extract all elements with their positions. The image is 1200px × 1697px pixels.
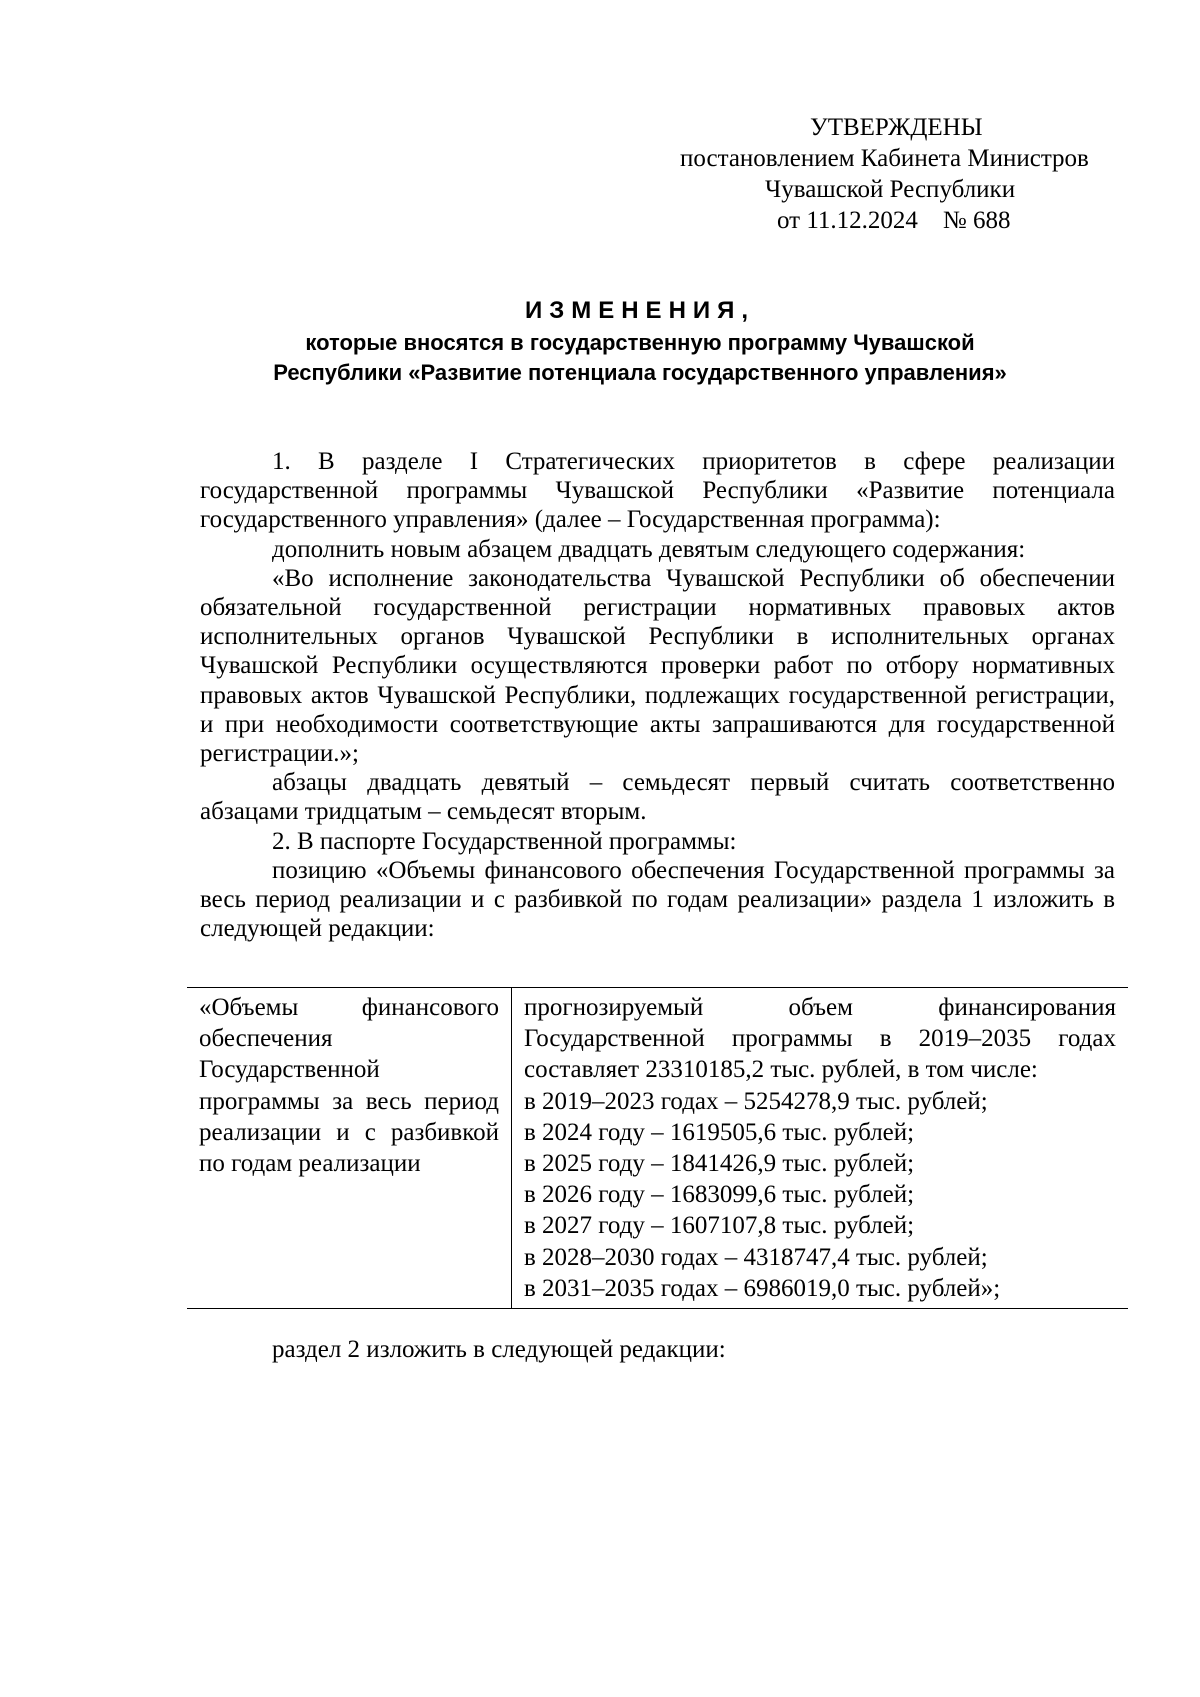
approval-title: УТВЕРЖДЕНЫ <box>810 114 983 141</box>
financing-year-line: в 2019–2023 годах – 5254278,9 тыс. рублей; <box>524 1087 988 1115</box>
approval-republic: Чувашской Республики <box>765 176 1016 203</box>
paragraph: позицию «Объемы финансового обеспечения Государственной программы за весь период реализации и с разбивкой по годам реализации» раздела 1 изложить в следующей редакции: <box>200 856 1115 943</box>
financing-year-line: в 2031–2035 годах – 6986019,0 тыс. рублей»; <box>524 1274 1001 1302</box>
paragraph: абзацы двадцать девятый – семьдесят первый считать соответственно абзацами тридцатым – семьдесят вторым. <box>200 769 1115 826</box>
approval-resolution: постановлением Кабинета Министров <box>680 145 1089 172</box>
title-heading: ИЗМЕНЕНИЯ, <box>524 297 756 324</box>
table-cell-position: «Объемы финансового обеспечения Государственной программы за весь период реализации и с разбивкой по годам реализации <box>187 988 512 1309</box>
paragraph: 2. В паспорте Государственной программы: <box>272 827 737 855</box>
financing-intro: прогнозируемый объем финансирования Государственной программы в 2019–2035 годах составляет 23310185,2 тыс. рублей, в том числе: <box>524 994 1116 1084</box>
paragraph: «Во исполнение законодательства Чувашской Республики об обеспечении обязательной государственной регистрации нормативных правовых актов исполнительных органов Чувашской Республики в исполнительных органах Чувашской Республики осуществляются проверки работ по отбору нормативных правовых актов Чувашской Республики, подлежащих государственной регистрации, и при необходимости соответствующие акты запрашиваются для государственной регистрации.»; <box>200 564 1115 768</box>
title-line-3: Республики «Развитие потенциала государственного управления» <box>273 360 1007 385</box>
paragraph: дополнить новым абзацем двадцать девятым следующего содержания: <box>272 535 1026 563</box>
document-title <box>200 294 1080 388</box>
paragraph: 1. В разделе I Стратегических приоритетов в сфере реализации государственной программы Чувашской Республики «Развитие потенциала государственного управления» (далее – Государственная программа): <box>200 448 1115 534</box>
financing-year-line: в 2027 году – 1607107,8 тыс. рублей; <box>524 1212 915 1240</box>
financing-year-line: в 2025 году – 1841426,9 тыс. рублей; <box>524 1150 915 1178</box>
financing-year-line: в 2026 году – 1683099,6 тыс. рублей; <box>524 1181 915 1209</box>
title-line-2: которые вносятся в государственную программу Чувашской <box>305 330 975 355</box>
closing-paragraph: раздел 2 изложить в следующей редакции: <box>272 1336 726 1363</box>
financing-year-line: в 2028–2030 годах – 4318747,4 тыс. рублей; <box>524 1243 988 1271</box>
table-cell-value <box>512 988 1129 1309</box>
document-body <box>200 447 1115 943</box>
table-row <box>187 988 1128 1309</box>
financing-table <box>187 987 1128 1309</box>
financing-year-line: в 2024 году – 1619505,6 тыс. рублей; <box>524 1118 915 1146</box>
approval-date-number: от 11.12.2024 № 688 <box>777 207 1011 234</box>
approval-stamp <box>680 112 1140 236</box>
